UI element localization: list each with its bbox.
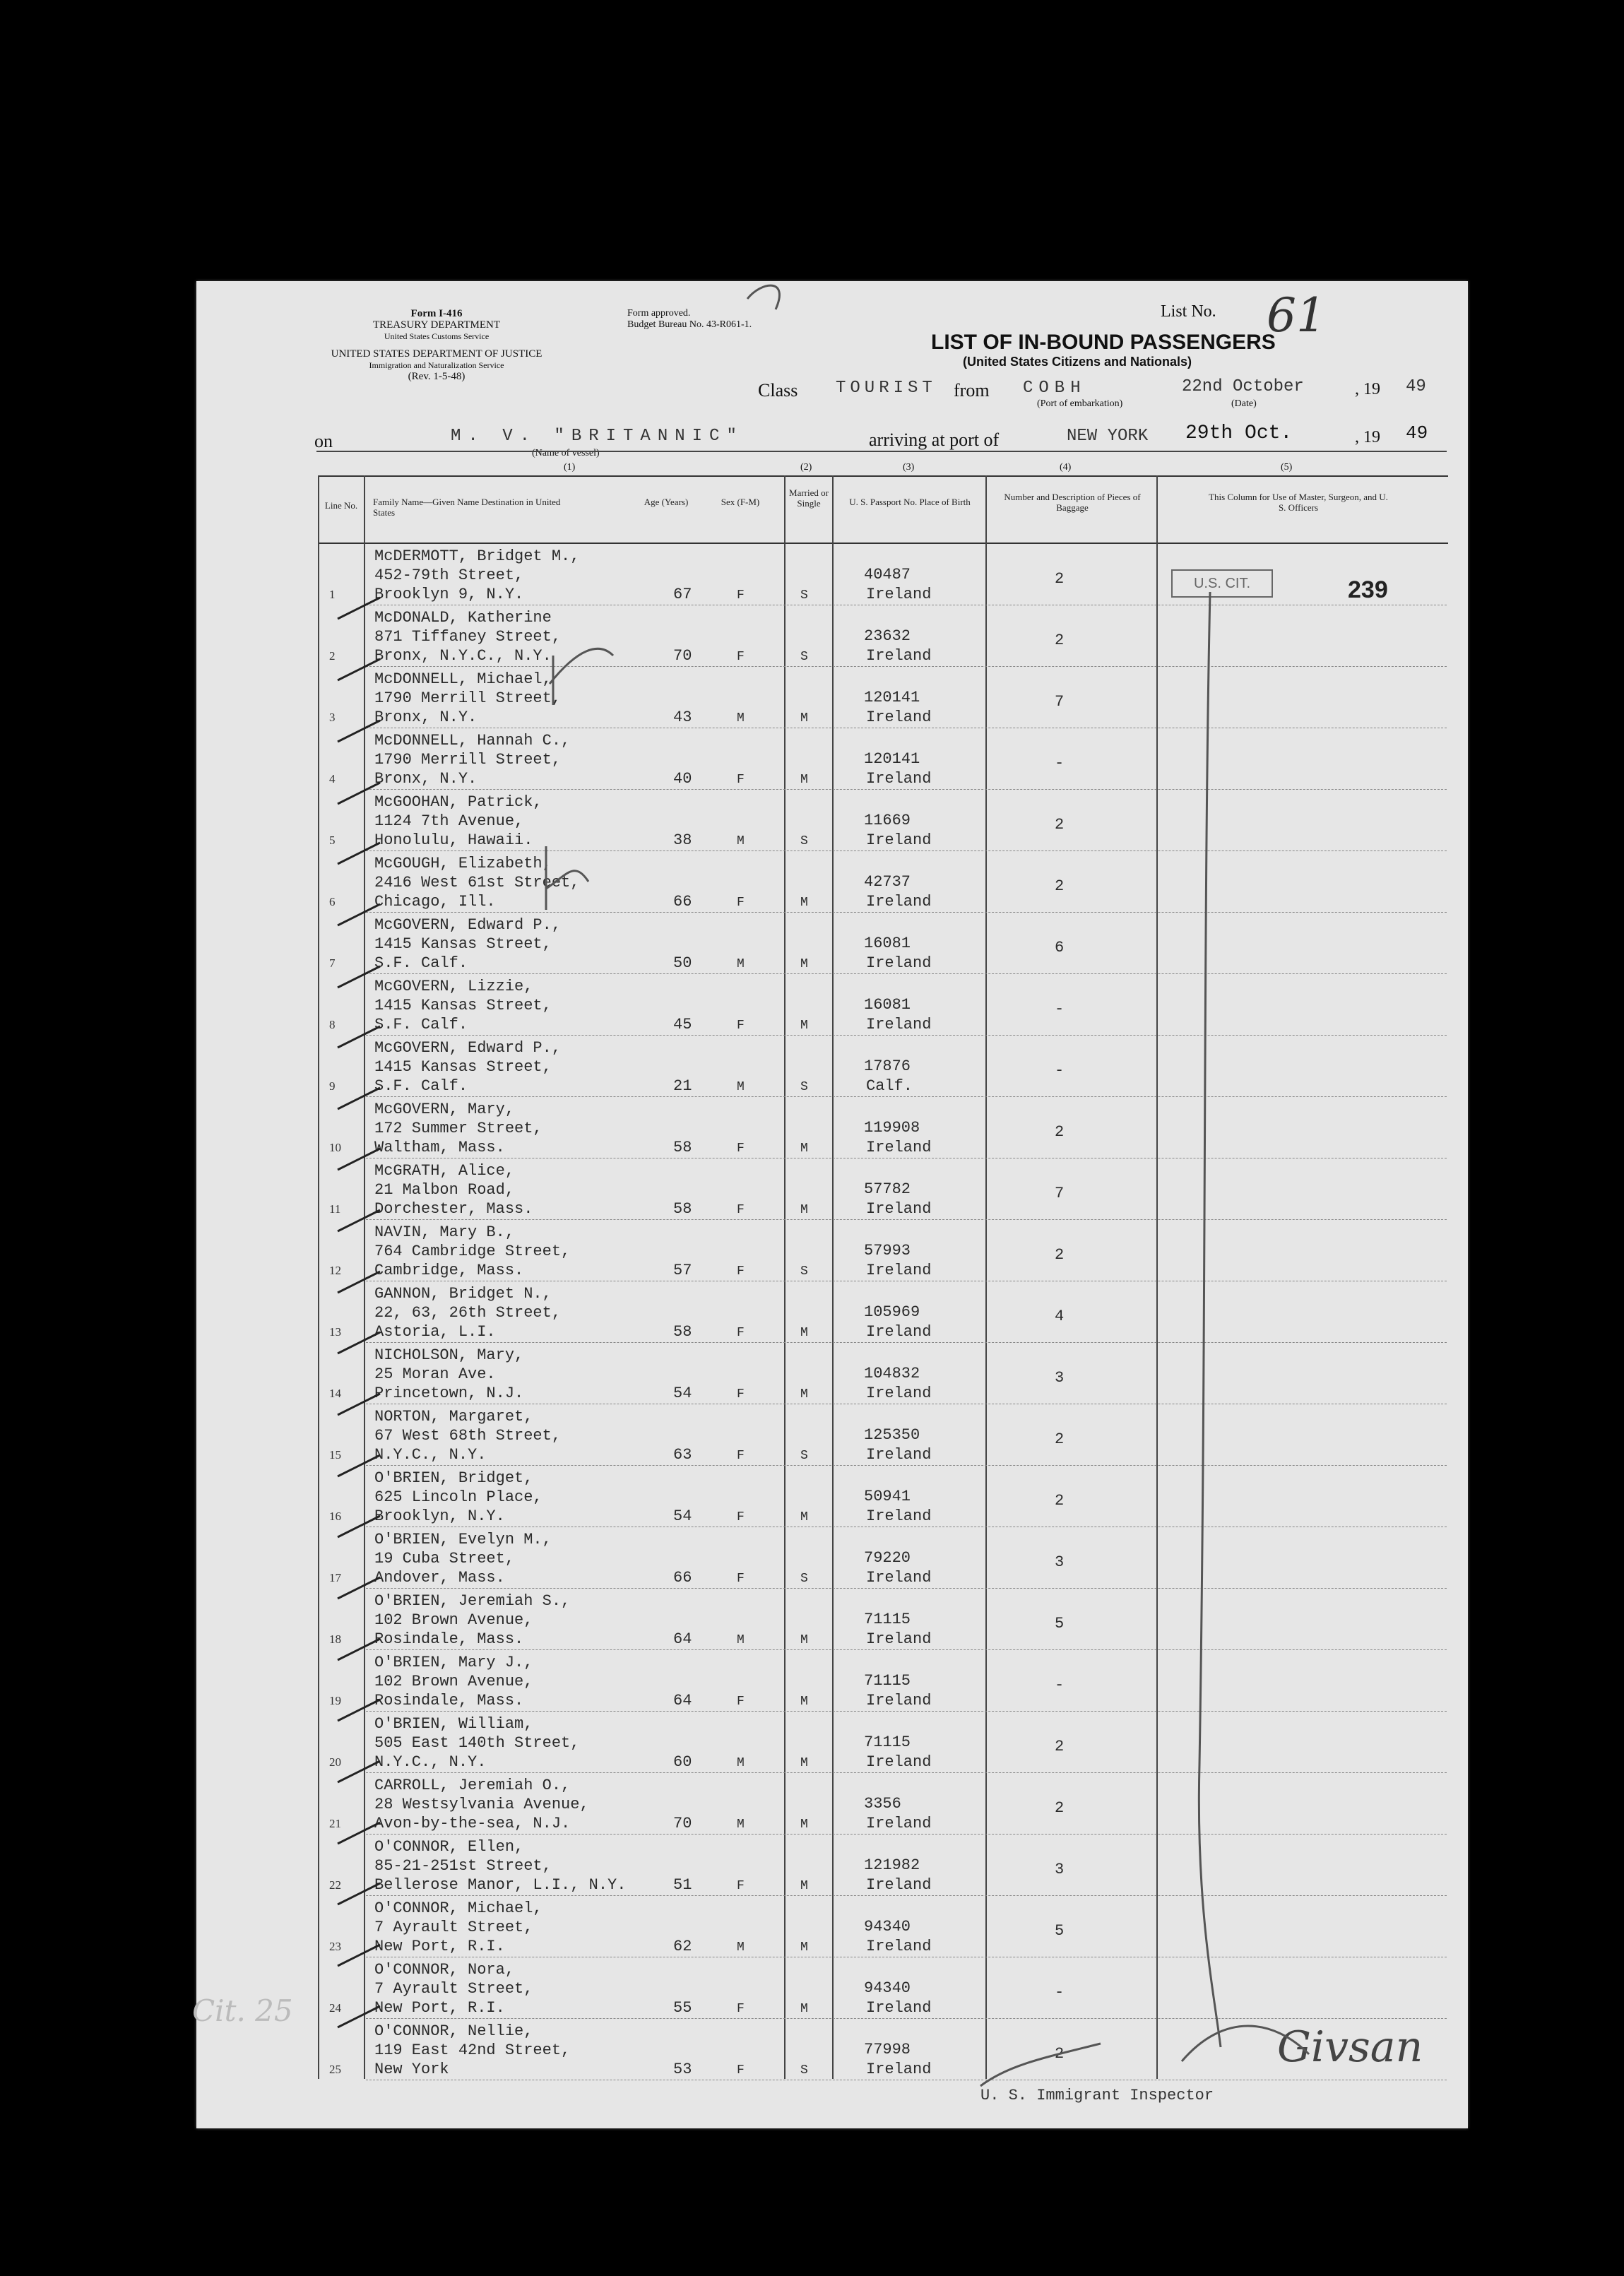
place-of-birth: Ireland [866, 1938, 932, 1955]
destination-city: Avon-by-the-sea, N.J. [374, 1815, 571, 1832]
sex: F [737, 896, 745, 910]
destination-street: 119 East 42nd Street, [374, 2041, 571, 2059]
line-number: 13 [329, 1325, 341, 1339]
place-of-birth: Ireland [866, 1323, 932, 1341]
passenger-name: CARROLL, Jeremiah O., [374, 1777, 571, 1794]
passenger-name: O'CONNOR, Michael, [374, 1899, 543, 1917]
age: 63 [673, 1446, 692, 1464]
marital-status: M [800, 1142, 808, 1156]
list-no-value: 61 [1267, 288, 1326, 343]
age: 58 [673, 1200, 692, 1218]
marital-status: M [800, 1940, 808, 1955]
passenger-name: McGOUGH, Elizabeth, [374, 855, 552, 872]
place-of-birth: Ireland [866, 1139, 932, 1156]
marital-status: M [800, 1633, 808, 1647]
destination-city: Princetown, N.J. [374, 1385, 524, 1402]
embark-caption: (Port of embarkation) [1037, 398, 1123, 409]
marital-status: M [800, 1756, 808, 1770]
baggage-count: 4 [1055, 1308, 1065, 1325]
justice-dept: UNITED STATES DEPARTMENT OF JUSTICE [331, 348, 543, 360]
destination-street: 22, 63, 26th Street, [374, 1304, 562, 1322]
passenger-name: McDONNELL, Hannah C., [374, 732, 571, 749]
vessel-name: M. V. "BRITANNIC" [451, 427, 744, 446]
destination-city: S.F. Calf. [374, 1077, 468, 1095]
place-of-birth: Ireland [866, 709, 932, 726]
destination-street: 25 Moran Ave. [374, 1365, 496, 1383]
baggage-count: 5 [1055, 1615, 1065, 1632]
arrival-port: NEW YORK [1067, 427, 1149, 446]
passport-number: 57782 [864, 1180, 911, 1198]
baggage-count: 2 [1055, 816, 1065, 834]
sex: F [737, 1449, 745, 1463]
sex: M [737, 1756, 745, 1770]
destination-street: 1415 Kansas Street, [374, 935, 552, 953]
destination-street: 7 Ayrault Street, [374, 1980, 533, 1998]
passenger-name: McDERMOTT, Bridget M., [374, 547, 580, 565]
destination-city: Bellerose Manor, L.I., N.Y. [374, 1876, 627, 1894]
line-number: 21 [329, 1817, 341, 1830]
line-number: 12 [329, 1264, 341, 1277]
place-of-birth: Ireland [866, 1876, 932, 1894]
place-of-birth: Ireland [866, 1815, 932, 1832]
age: 57 [673, 1262, 692, 1279]
age: 58 [673, 1139, 692, 1156]
passenger-name: O'BRIEN, Jeremiah S., [374, 1592, 571, 1610]
passport-number: 16081 [864, 935, 911, 952]
destination-city: Cambridge, Mass. [374, 1262, 524, 1279]
baggage-count: 6 [1055, 939, 1065, 956]
baggage-count: 2 [1055, 1799, 1065, 1817]
col-header-name: Family Name—Given Name Destination in United States [373, 497, 561, 518]
age: 55 [673, 1999, 692, 2017]
sex: F [737, 1879, 745, 1893]
passenger-name: O'BRIEN, Bridget, [374, 1469, 533, 1487]
treasury-dept: TREASURY DEPARTMENT [372, 319, 501, 331]
age: 66 [673, 1569, 692, 1587]
passenger-name: O'BRIEN, Mary J., [374, 1654, 533, 1671]
baggage-count: 2 [1055, 1430, 1065, 1448]
line-number: 20 [329, 1755, 341, 1769]
age: 51 [673, 1876, 692, 1894]
destination-street: 102 Brown Avenue, [374, 1611, 533, 1629]
line-number: 24 [329, 2001, 341, 2015]
sex: F [737, 1387, 745, 1401]
col-no-1: (1) [564, 462, 576, 473]
year-2: 49 [1406, 422, 1428, 444]
marital-status: M [800, 1879, 808, 1893]
line-number: 16 [329, 1510, 341, 1523]
marital-status: M [800, 2002, 808, 2016]
marital-status: M [800, 773, 808, 787]
year-prefix-1: , 19 [1355, 380, 1380, 398]
passport-number: 50941 [864, 1488, 911, 1505]
from-value: COBH [1023, 379, 1086, 398]
destination-street: 172 Summer Street, [374, 1120, 543, 1137]
destination-street: 102 Brown Avenue, [374, 1673, 533, 1690]
age: 70 [673, 647, 692, 665]
passport-number: 94340 [864, 1918, 911, 1936]
passenger-name: NICHOLSON, Mary, [374, 1346, 524, 1364]
col-header-baggage: Number and Description of Pieces of Baggage [1004, 492, 1141, 513]
passenger-name: O'CONNOR, Nellie, [374, 2022, 533, 2040]
marital-status: M [800, 1818, 808, 1832]
destination-street: 7 Ayrault Street, [374, 1919, 533, 1936]
sex: M [737, 1080, 745, 1094]
sex: M [737, 1818, 745, 1832]
destination-city: Bronx, N.Y.C., N.Y. [374, 647, 552, 665]
stamp-number: 239 [1348, 576, 1388, 603]
destination-city: Brooklyn, N.Y. [374, 1507, 505, 1525]
col-header-line-no: Line No. [324, 500, 358, 511]
line-number: 6 [329, 895, 336, 908]
destination-street: 764 Cambridge Street, [374, 1243, 571, 1260]
age: 54 [673, 1385, 692, 1402]
destination-city: N.Y.C., N.Y. [374, 1446, 487, 1464]
place-of-birth: Ireland [866, 1753, 932, 1771]
col-no-3: (3) [903, 462, 915, 473]
baggage-count: - [1055, 1062, 1065, 1079]
sex: M [737, 834, 745, 848]
baggage-count: 7 [1055, 1185, 1065, 1202]
place-of-birth: Ireland [866, 1630, 932, 1648]
destination-city: Honolulu, Hawaii. [374, 831, 533, 849]
from-label: from [954, 380, 990, 401]
destination-city: Rosindale, Mass. [374, 1692, 524, 1709]
destination-street: 67 West 68th Street, [374, 1427, 562, 1445]
marital-status: S [800, 650, 808, 664]
passport-number: 94340 [864, 1979, 911, 1997]
sex: M [737, 711, 745, 725]
manifest-subtitle: (United States Citizens and Nationals) [963, 355, 1192, 369]
baggage-count: 2 [1055, 1246, 1065, 1264]
passport-number: 77998 [864, 2041, 911, 2058]
destination-city: Waltham, Mass. [374, 1139, 505, 1156]
destination-street: 21 Malbon Road, [374, 1181, 515, 1199]
age: 54 [673, 1507, 692, 1525]
destination-street: 505 East 140th Street, [374, 1734, 580, 1752]
sex: F [737, 1264, 745, 1279]
age: 67 [673, 586, 692, 603]
line-number: 2 [329, 649, 336, 663]
line-number: 9 [329, 1079, 336, 1093]
line-number: 4 [329, 772, 336, 786]
passenger-name: O'BRIEN, William, [374, 1715, 533, 1733]
passport-number: 40487 [864, 566, 911, 583]
age: 40 [673, 770, 692, 788]
marital-status: S [800, 1080, 808, 1094]
baggage-count: 3 [1055, 1553, 1065, 1571]
col-header-sex: Sex (F-M) [721, 497, 760, 507]
passenger-name: McGOVERN, Edward P., [374, 1039, 562, 1057]
marital-status: M [800, 1019, 808, 1033]
passport-number: 57993 [864, 1242, 911, 1259]
col-header-passport: U. S. Passport No. Place of Birth [849, 497, 971, 507]
passport-number: 42737 [864, 873, 911, 891]
age: 70 [673, 1815, 692, 1832]
line-number: 5 [329, 834, 336, 847]
ins-service: Immigration and Naturalization Service [369, 360, 504, 370]
line-number: 1 [329, 588, 336, 601]
passport-number: 23632 [864, 627, 911, 645]
place-of-birth: Ireland [866, 1692, 932, 1709]
place-of-birth: Ireland [866, 831, 932, 849]
place-of-birth: Ireland [866, 1200, 932, 1218]
baggage-count: 2 [1055, 632, 1065, 649]
baggage-count: - [1055, 1984, 1065, 2001]
passenger-name: McGOOHAN, Patrick, [374, 793, 543, 811]
marital-status: M [800, 957, 808, 971]
line-number: 3 [329, 711, 336, 724]
baggage-count: 2 [1055, 1123, 1065, 1141]
passenger-name: McGOVERN, Lizzie, [374, 978, 533, 995]
line-number: 19 [329, 1694, 341, 1707]
destination-street: 2416 West 61st Street, [374, 874, 580, 891]
sex: F [737, 1019, 745, 1033]
passport-number: 71115 [864, 1672, 911, 1690]
place-of-birth: Ireland [866, 1507, 932, 1525]
line-number: 14 [329, 1387, 341, 1400]
age: 50 [673, 954, 692, 972]
margin-note: Cit. 25 [192, 1993, 293, 2028]
col-header-age: Age (Years) [644, 497, 689, 507]
destination-street: 19 Cuba Street, [374, 1550, 515, 1567]
passenger-name: NAVIN, Mary B., [374, 1223, 515, 1241]
marital-status: M [800, 1387, 808, 1401]
passport-number: 120141 [864, 689, 920, 706]
sex: F [737, 1510, 745, 1524]
passport-number: 120141 [864, 750, 920, 768]
baggage-count: 3 [1055, 1369, 1065, 1387]
year-prefix-2: , 19 [1355, 428, 1380, 446]
sex: M [737, 957, 745, 971]
departure-date: 22nd October [1182, 377, 1304, 396]
passport-number: 104832 [864, 1365, 920, 1382]
budget-bureau: Budget Bureau No. 43-R061-1. [627, 319, 752, 330]
destination-street: 1415 Kansas Street, [374, 997, 552, 1014]
baggage-count: 3 [1055, 1861, 1065, 1878]
marital-status: M [800, 1695, 808, 1709]
place-of-birth: Calf. [866, 1077, 913, 1095]
passenger-name: GANNON, Bridget N., [374, 1285, 552, 1303]
destination-city: Astoria, L.I. [374, 1323, 496, 1341]
form-number: Form I-416 [410, 308, 463, 319]
baggage-count: 2 [1055, 877, 1065, 895]
destination-city: S.F. Calf. [374, 1016, 468, 1033]
passenger-name: O'CONNOR, Ellen, [374, 1838, 524, 1856]
place-of-birth: Ireland [866, 1569, 932, 1587]
list-no-label: List No. [1161, 302, 1216, 321]
col-header-married: Married or Single [789, 487, 829, 509]
baggage-count: - [1055, 754, 1065, 772]
marital-status: S [800, 2063, 808, 2078]
col-no-5: (5) [1281, 462, 1293, 473]
marital-status: M [800, 1203, 808, 1217]
vessel-caption: (Name of vessel) [532, 448, 600, 458]
place-of-birth: Ireland [866, 1016, 932, 1033]
place-of-birth: Ireland [866, 1999, 932, 2017]
destination-city: Chicago, Ill. [374, 893, 496, 911]
place-of-birth: Ireland [866, 2061, 932, 2078]
age: 64 [673, 1692, 692, 1709]
passport-number: 17876 [864, 1057, 911, 1075]
age: 62 [673, 1938, 692, 1955]
passenger-name: McDONNELL, Michael, [374, 670, 552, 688]
passport-number: 71115 [864, 1611, 911, 1628]
destination-street: 871 Tiffaney Street, [374, 628, 562, 646]
line-number: 22 [329, 1878, 341, 1892]
passenger-manifest-page [196, 281, 1468, 2128]
col-no-2: (2) [800, 462, 812, 473]
destination-city: Andover, Mass. [374, 1569, 505, 1587]
destination-city: Bronx, N.Y. [374, 770, 478, 788]
form-approved: Form approved. [627, 308, 691, 319]
arriving-label: arriving at port of [869, 429, 1000, 450]
marital-status: S [800, 834, 808, 848]
destination-street: 1790 Merrill Street, [374, 751, 562, 769]
sex: F [737, 2002, 745, 2016]
destination-city: New York [374, 2061, 449, 2078]
place-of-birth: Ireland [866, 586, 932, 603]
sex: F [737, 588, 745, 603]
pencil-annotations [196, 281, 1468, 2128]
age: 58 [673, 1323, 692, 1341]
baggage-count: 5 [1055, 1922, 1065, 1940]
baggage-count: 2 [1055, 1738, 1065, 1755]
destination-street: 1415 Kansas Street, [374, 1058, 552, 1076]
passenger-name: NORTON, Margaret, [374, 1408, 533, 1426]
destination-city: Bronx, N.Y. [374, 709, 478, 726]
baggage-count: 7 [1055, 693, 1065, 711]
marital-status: S [800, 1264, 808, 1279]
marital-status: S [800, 1449, 808, 1463]
col-no-4: (4) [1060, 462, 1072, 473]
place-of-birth: Ireland [866, 647, 932, 665]
age: 45 [673, 1016, 692, 1033]
line-number: 17 [329, 1571, 341, 1584]
marital-status: M [800, 1510, 808, 1524]
line-number: 23 [329, 1940, 341, 1953]
line-number: 10 [329, 1141, 341, 1154]
place-of-birth: Ireland [866, 1262, 932, 1279]
line-number: 18 [329, 1632, 341, 1646]
arrival-date: 29th Oct. [1185, 422, 1293, 444]
line-number: 11 [329, 1202, 341, 1216]
baggage-count: 2 [1055, 2045, 1065, 2063]
baggage-count: - [1055, 1676, 1065, 1694]
destination-city: Dorchester, Mass. [374, 1200, 533, 1218]
destination-city: Rosindale, Mass. [374, 1630, 524, 1648]
sex: F [737, 1142, 745, 1156]
sex: M [737, 1940, 745, 1955]
place-of-birth: Ireland [866, 770, 932, 788]
marital-status: M [800, 1326, 808, 1340]
class-value: TOURIST [836, 379, 937, 398]
inspector-caption: U. S. Immigrant Inspector [980, 2087, 1214, 2104]
place-of-birth: Ireland [866, 954, 932, 972]
on-label: on [314, 431, 333, 451]
revision-date: (Rev. 1-5-48) [408, 371, 466, 382]
baggage-count: - [1055, 1000, 1065, 1018]
sex: F [737, 2063, 745, 2078]
destination-city: Brooklyn 9, N.Y. [374, 586, 524, 603]
sex: F [737, 1203, 745, 1217]
passenger-name: McGOVERN, Mary, [374, 1101, 515, 1118]
age: 38 [673, 831, 692, 849]
age: 64 [673, 1630, 692, 1648]
class-label: Class [758, 380, 798, 401]
passport-number: 105969 [864, 1303, 920, 1321]
passport-number: 79220 [864, 1549, 911, 1567]
destination-street: 1124 7th Avenue, [374, 812, 524, 830]
passenger-name: O'BRIEN, Evelyn M., [374, 1531, 552, 1548]
age: 21 [673, 1077, 692, 1095]
marital-status: M [800, 711, 808, 725]
passenger-name: McGRATH, Alice, [374, 1162, 515, 1180]
marital-status: M [800, 896, 808, 910]
passport-number: 119908 [864, 1119, 920, 1137]
baggage-count: 2 [1055, 1492, 1065, 1510]
age: 60 [673, 1753, 692, 1771]
destination-street: 1790 Merrill Street, [374, 689, 562, 707]
destination-city: N.Y.C., N.Y. [374, 1753, 487, 1771]
passport-number: 16081 [864, 996, 911, 1014]
line-number: 25 [329, 2063, 341, 2076]
passport-number: 71115 [864, 1733, 911, 1751]
destination-street: 452-79th Street, [374, 567, 524, 584]
line-number: 15 [329, 1448, 341, 1462]
col-header-officers: This Column for Use of Master, Surgeon, and U. S. Officers [1209, 492, 1388, 513]
baggage-count: 2 [1055, 570, 1065, 588]
sex: F [737, 1695, 745, 1709]
place-of-birth: Ireland [866, 1446, 932, 1464]
passport-number: 3356 [864, 1795, 901, 1813]
line-number: 7 [329, 956, 336, 970]
sex: F [737, 1572, 745, 1586]
place-of-birth: Ireland [866, 1385, 932, 1402]
sex: F [737, 773, 745, 787]
passenger-name: O'CONNOR, Nora, [374, 1961, 515, 1979]
destination-city: New Port, R.I. [374, 1999, 505, 2017]
marital-status: S [800, 1572, 808, 1586]
sex: F [737, 1326, 745, 1340]
marital-status: S [800, 588, 808, 603]
place-of-birth: Ireland [866, 893, 932, 911]
destination-street: 85-21-251st Street, [374, 1857, 552, 1875]
us-cit-stamp: U.S. CIT. [1171, 569, 1273, 598]
destination-street: 625 Lincoln Place, [374, 1488, 543, 1506]
date-caption: (Date) [1231, 398, 1257, 409]
customs-service: United States Customs Service [384, 331, 490, 341]
passenger-name: McGOVERN, Edward P., [374, 916, 562, 934]
sex: M [737, 1633, 745, 1647]
passport-number: 125350 [864, 1426, 920, 1444]
destination-city: S.F. Calf. [374, 954, 468, 972]
sex: F [737, 650, 745, 664]
destination-street: 28 Westsylvania Avenue, [374, 1796, 589, 1813]
passport-number: 11669 [864, 812, 911, 829]
passport-number: 121982 [864, 1856, 920, 1874]
age: 53 [673, 2061, 692, 2078]
destination-city: New Port, R.I. [374, 1938, 505, 1955]
year-1: 49 [1406, 377, 1426, 396]
age: 43 [673, 709, 692, 726]
age: 66 [673, 893, 692, 911]
manifest-title: LIST OF IN-BOUND PASSENGERS [931, 331, 1276, 354]
line-number: 8 [329, 1018, 336, 1031]
passenger-name: McDONALD, Katherine [374, 609, 552, 627]
signature-right: Givsan [1277, 2022, 1423, 2072]
